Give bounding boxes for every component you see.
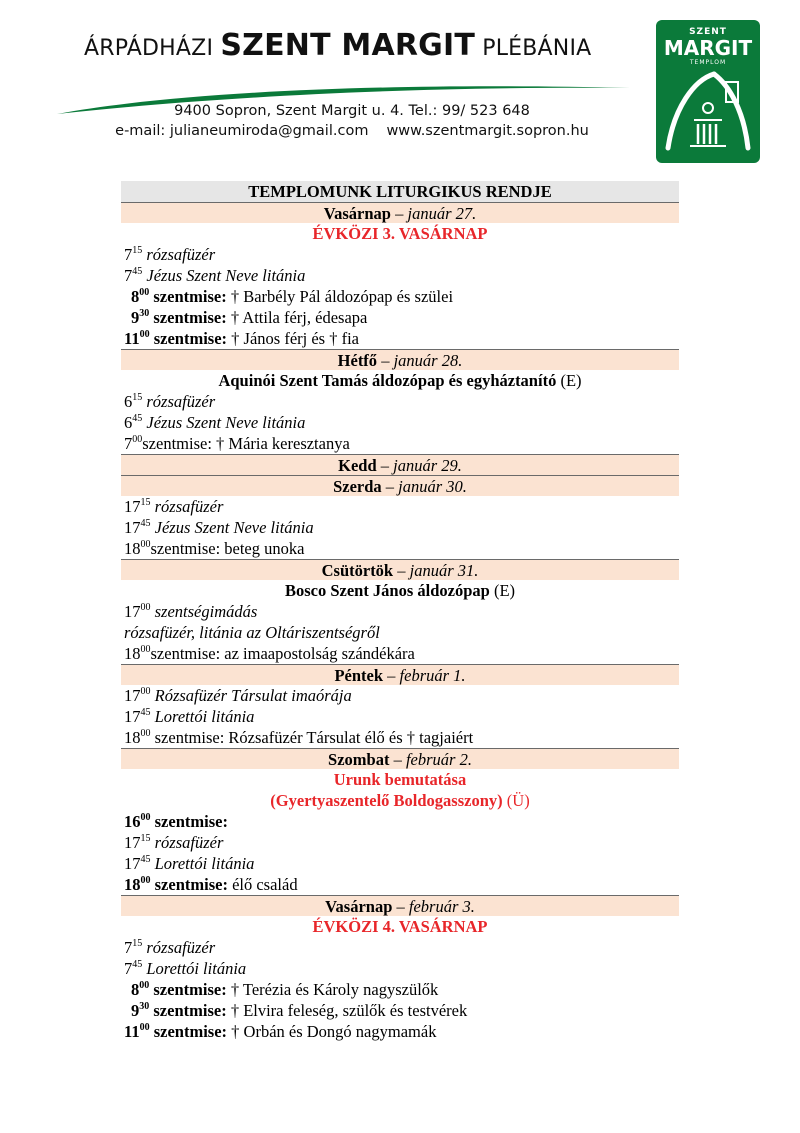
entry-time: $17^{45}$: [124, 707, 151, 726]
entry-time-minutes: 45: [140, 518, 151, 529]
schedule-entry: [121, 706, 679, 727]
entry-label: szentmise:: [153, 1001, 227, 1020]
feast-title: [121, 223, 679, 244]
logo-line-2: MARGIT: [663, 36, 753, 60]
entry-text: élő család: [227, 875, 298, 894]
feast-name: Bosco Szent János áldozópap: [284, 581, 490, 600]
feast-title: [121, 580, 679, 601]
schedule-title: TEMPLOMUNK LITURGIKUS RENDJE: [121, 181, 679, 202]
day-name: Vasárnap: [323, 204, 391, 223]
day-date: – január 29.: [380, 456, 462, 475]
feast-rank: (E): [489, 581, 516, 600]
day-date: – február 2.: [393, 750, 472, 769]
schedule-entry: [121, 244, 679, 265]
entry-label: szentmise:: [153, 1022, 228, 1041]
feast-rank: (E): [556, 371, 582, 390]
entry-time-minutes: 45: [132, 266, 143, 277]
feast-title: [121, 916, 679, 937]
schedule-entry: [121, 937, 679, 958]
entry-time: $17^{15}$: [124, 497, 151, 516]
day-name: Péntek: [334, 666, 384, 685]
entry-time-minutes: 45: [140, 707, 151, 718]
entry-time-minutes: 00: [139, 329, 150, 340]
day-name: Hétfő: [337, 351, 378, 370]
entry-label: szentmise:: [153, 308, 227, 327]
title-suffix: PLÉBÁNIA: [475, 36, 592, 61]
schedule-entry: [121, 979, 679, 1000]
entry-time: $7^{45}$: [124, 266, 143, 285]
entry-time: $7^{45}$: [124, 959, 143, 978]
entry-time: $6^{45}$: [124, 413, 143, 432]
entry-time: $17^{45}$: [124, 854, 151, 873]
schedule-entry: [121, 874, 679, 895]
day-name: Csütörtök: [321, 561, 394, 580]
entry-time: $8^{00}$: [131, 287, 150, 306]
entry-time-minutes: 30: [139, 1001, 150, 1012]
logo-line-3: TEMPLOM: [689, 59, 727, 66]
day-date: – január 31.: [397, 561, 479, 580]
entry-time: $16^{00}$: [124, 812, 151, 831]
entry-time: $17^{00}$: [124, 602, 151, 621]
entry-time-minutes: 45: [132, 959, 143, 970]
entry-time: $11^{00}$: [124, 329, 150, 348]
entry-time-minutes: 15: [140, 833, 151, 844]
day-header: [121, 895, 679, 916]
day-header: [121, 748, 679, 769]
schedule-entry: [121, 328, 679, 349]
day-date: – február 1.: [387, 666, 466, 685]
feast-name: Urunk bemutatása: [333, 770, 467, 789]
entry-text: † Elvira feleség, szülők és testvérek: [226, 1001, 468, 1020]
entry-time: $17^{45}$: [124, 518, 151, 537]
entry-time: $9^{30}$: [131, 1001, 150, 1020]
entry-label: rózsafüzér: [146, 245, 216, 264]
entry-time-minutes: 00: [140, 602, 151, 613]
entry-time-minutes: 15: [132, 245, 143, 256]
entry-time: $18^{00}$: [124, 644, 151, 663]
parish-address: 9400 Sopron, Szent Margit u. 4. Tel.: 99/ 523 648: [174, 103, 530, 119]
entry-label: Rózsafüzér Társulat imaórája: [154, 686, 352, 705]
schedule-entry: [121, 1021, 679, 1042]
entry-time: $18^{00}$: [124, 875, 151, 894]
schedule-entry: [121, 853, 679, 874]
entry-time-minutes: 15: [140, 497, 151, 508]
entry-time-minutes: 00: [139, 1022, 150, 1033]
entry-label: Jézus Szent Neve litánia: [146, 266, 306, 285]
feast-name: ÉVKÖZI 3. VASÁRNAP: [312, 224, 488, 243]
entry-time: $17^{15}$: [124, 833, 151, 852]
entry-time-minutes: 00: [140, 728, 151, 739]
feast-rank: (Ü): [502, 791, 530, 810]
entry-text: szentmise: Rózsafüzér Társulat élő és † tagjaiért: [150, 728, 474, 747]
schedule-entry: [121, 727, 679, 748]
entry-label: Jézus Szent Neve litánia: [146, 413, 306, 432]
entry-time-minutes: 00: [139, 980, 150, 991]
entry-time-minutes: 00: [132, 434, 143, 445]
day-header: [121, 349, 679, 370]
entry-time-minutes: 00: [140, 539, 151, 550]
entry-label: rózsafüzér: [146, 392, 216, 411]
day-name: Vasárnap: [325, 897, 393, 916]
day-date: – január 30.: [385, 477, 467, 496]
schedule-entry: [121, 307, 679, 328]
entry-text: szentmise: beteg unoka: [150, 539, 305, 558]
entry-label: Lorettói litánia: [146, 959, 247, 978]
schedule-entry: [121, 1000, 679, 1021]
entry-time-minutes: 30: [139, 308, 150, 319]
entry-time-minutes: 00: [140, 686, 151, 697]
entry-time: $8^{00}$: [131, 980, 150, 999]
day-header: [121, 202, 679, 223]
day-date: – február 3.: [396, 897, 475, 916]
entry-time: $11^{00}$: [124, 1022, 150, 1041]
feast-name: Aquinói Szent Tamás áldozópap és egyháztanító: [218, 371, 557, 390]
entry-label: rózsafüzér, litánia az Oltáriszentségről: [124, 623, 380, 642]
church-building-icon: [664, 68, 752, 156]
entry-time-minutes: 00: [139, 287, 150, 298]
schedule-entry: [121, 643, 679, 664]
entry-time: $17^{00}$: [124, 686, 151, 705]
entry-label: rózsafüzér: [154, 497, 224, 516]
day-header: [121, 475, 679, 496]
entry-text: † Terézia és Károly nagyszülők: [226, 980, 439, 999]
entry-text: † Attila férj, édesapa: [226, 308, 368, 327]
feast-title: [121, 769, 679, 790]
schedule-entry: [121, 685, 679, 706]
day-name: Szerda: [333, 477, 382, 496]
entry-time: $7^{00}$: [124, 434, 143, 453]
entry-label: Lorettói litánia: [154, 854, 255, 873]
day-header: [121, 664, 679, 685]
feast-subtitle: [121, 790, 679, 811]
logo-line-1: SZENT: [689, 27, 727, 37]
day-date: – január 27.: [395, 204, 477, 223]
day-date: – január 28.: [381, 351, 463, 370]
entry-time: $7^{15}$: [124, 245, 143, 264]
entry-time-minutes: 00: [140, 875, 151, 886]
entry-label: szentmise:: [154, 875, 228, 894]
parish-title: [84, 28, 591, 63]
email-text: e-mail: julianeumiroda@gmail.com: [115, 123, 369, 139]
entry-label: szentmise:: [153, 329, 228, 348]
schedule-entry: [121, 811, 679, 832]
entry-label: szentmise:: [153, 287, 227, 306]
entry-time-minutes: 00: [140, 812, 151, 823]
schedule-entry: [121, 391, 679, 412]
entry-text: † Orbán és Dongó nagymamák: [227, 1022, 437, 1041]
schedule-entry: [121, 517, 679, 538]
schedule-entry: [121, 433, 679, 454]
entry-text: † János férj és † fia: [227, 329, 359, 348]
entry-time: $6^{15}$: [124, 392, 143, 411]
church-logo: [656, 20, 760, 163]
entry-time-minutes: 45: [140, 854, 151, 865]
schedule-entry: [121, 412, 679, 433]
schedule-entry: [121, 265, 679, 286]
entry-label: Jézus Szent Neve litánia: [154, 518, 314, 537]
contact-line: [0, 123, 712, 139]
day-name: Kedd: [338, 456, 377, 475]
entry-time: $9^{30}$: [131, 308, 150, 327]
entry-label: szentségimádás: [154, 602, 258, 621]
schedule-entry: [121, 496, 679, 517]
entry-label: szentmise:: [153, 980, 227, 999]
schedule-entry: [121, 832, 679, 853]
feast-name-2: (Gyertyaszentelő Boldogasszony): [270, 791, 503, 810]
feast-name: ÉVKÖZI 4. VASÁRNAP: [312, 917, 488, 936]
title-main: SZENT MARGIT: [220, 28, 476, 63]
day-name: Szombat: [328, 750, 390, 769]
entry-time-minutes: 15: [132, 938, 143, 949]
entry-time: $18^{00}$: [124, 728, 151, 747]
day-header: [121, 559, 679, 580]
schedule-entry: [121, 538, 679, 559]
entry-time-minutes: 15: [132, 392, 143, 403]
entry-label: szentmise:: [154, 812, 228, 831]
schedule-entry: [121, 286, 679, 307]
entry-time-minutes: 00: [140, 644, 151, 655]
website-link[interactable]: www.szentmargit.sopron.hu: [386, 123, 589, 139]
entry-time: $7^{15}$: [124, 938, 143, 957]
entry-text: † Barbély Pál áldozópap és szülei: [226, 287, 454, 306]
entry-text: szentmise: † Mária keresztanya: [142, 434, 350, 453]
entry-label: rózsafüzér: [154, 833, 224, 852]
entry-time-minutes: 45: [132, 413, 143, 424]
feast-title: [121, 370, 679, 391]
title-prefix: ÁRPÁDHÁZI: [84, 36, 221, 61]
entry-label: Lorettói litánia: [154, 707, 255, 726]
schedule-entry: [121, 958, 679, 979]
entry-text: szentmise: az imaapostolság szándékára: [150, 644, 415, 663]
entry-label: rózsafüzér: [146, 938, 216, 957]
schedule-entry: [121, 601, 679, 622]
liturgical-schedule: [121, 181, 679, 1042]
entry-time: $18^{00}$: [124, 539, 151, 558]
schedule-entry: [121, 622, 679, 643]
day-header: [121, 454, 679, 475]
